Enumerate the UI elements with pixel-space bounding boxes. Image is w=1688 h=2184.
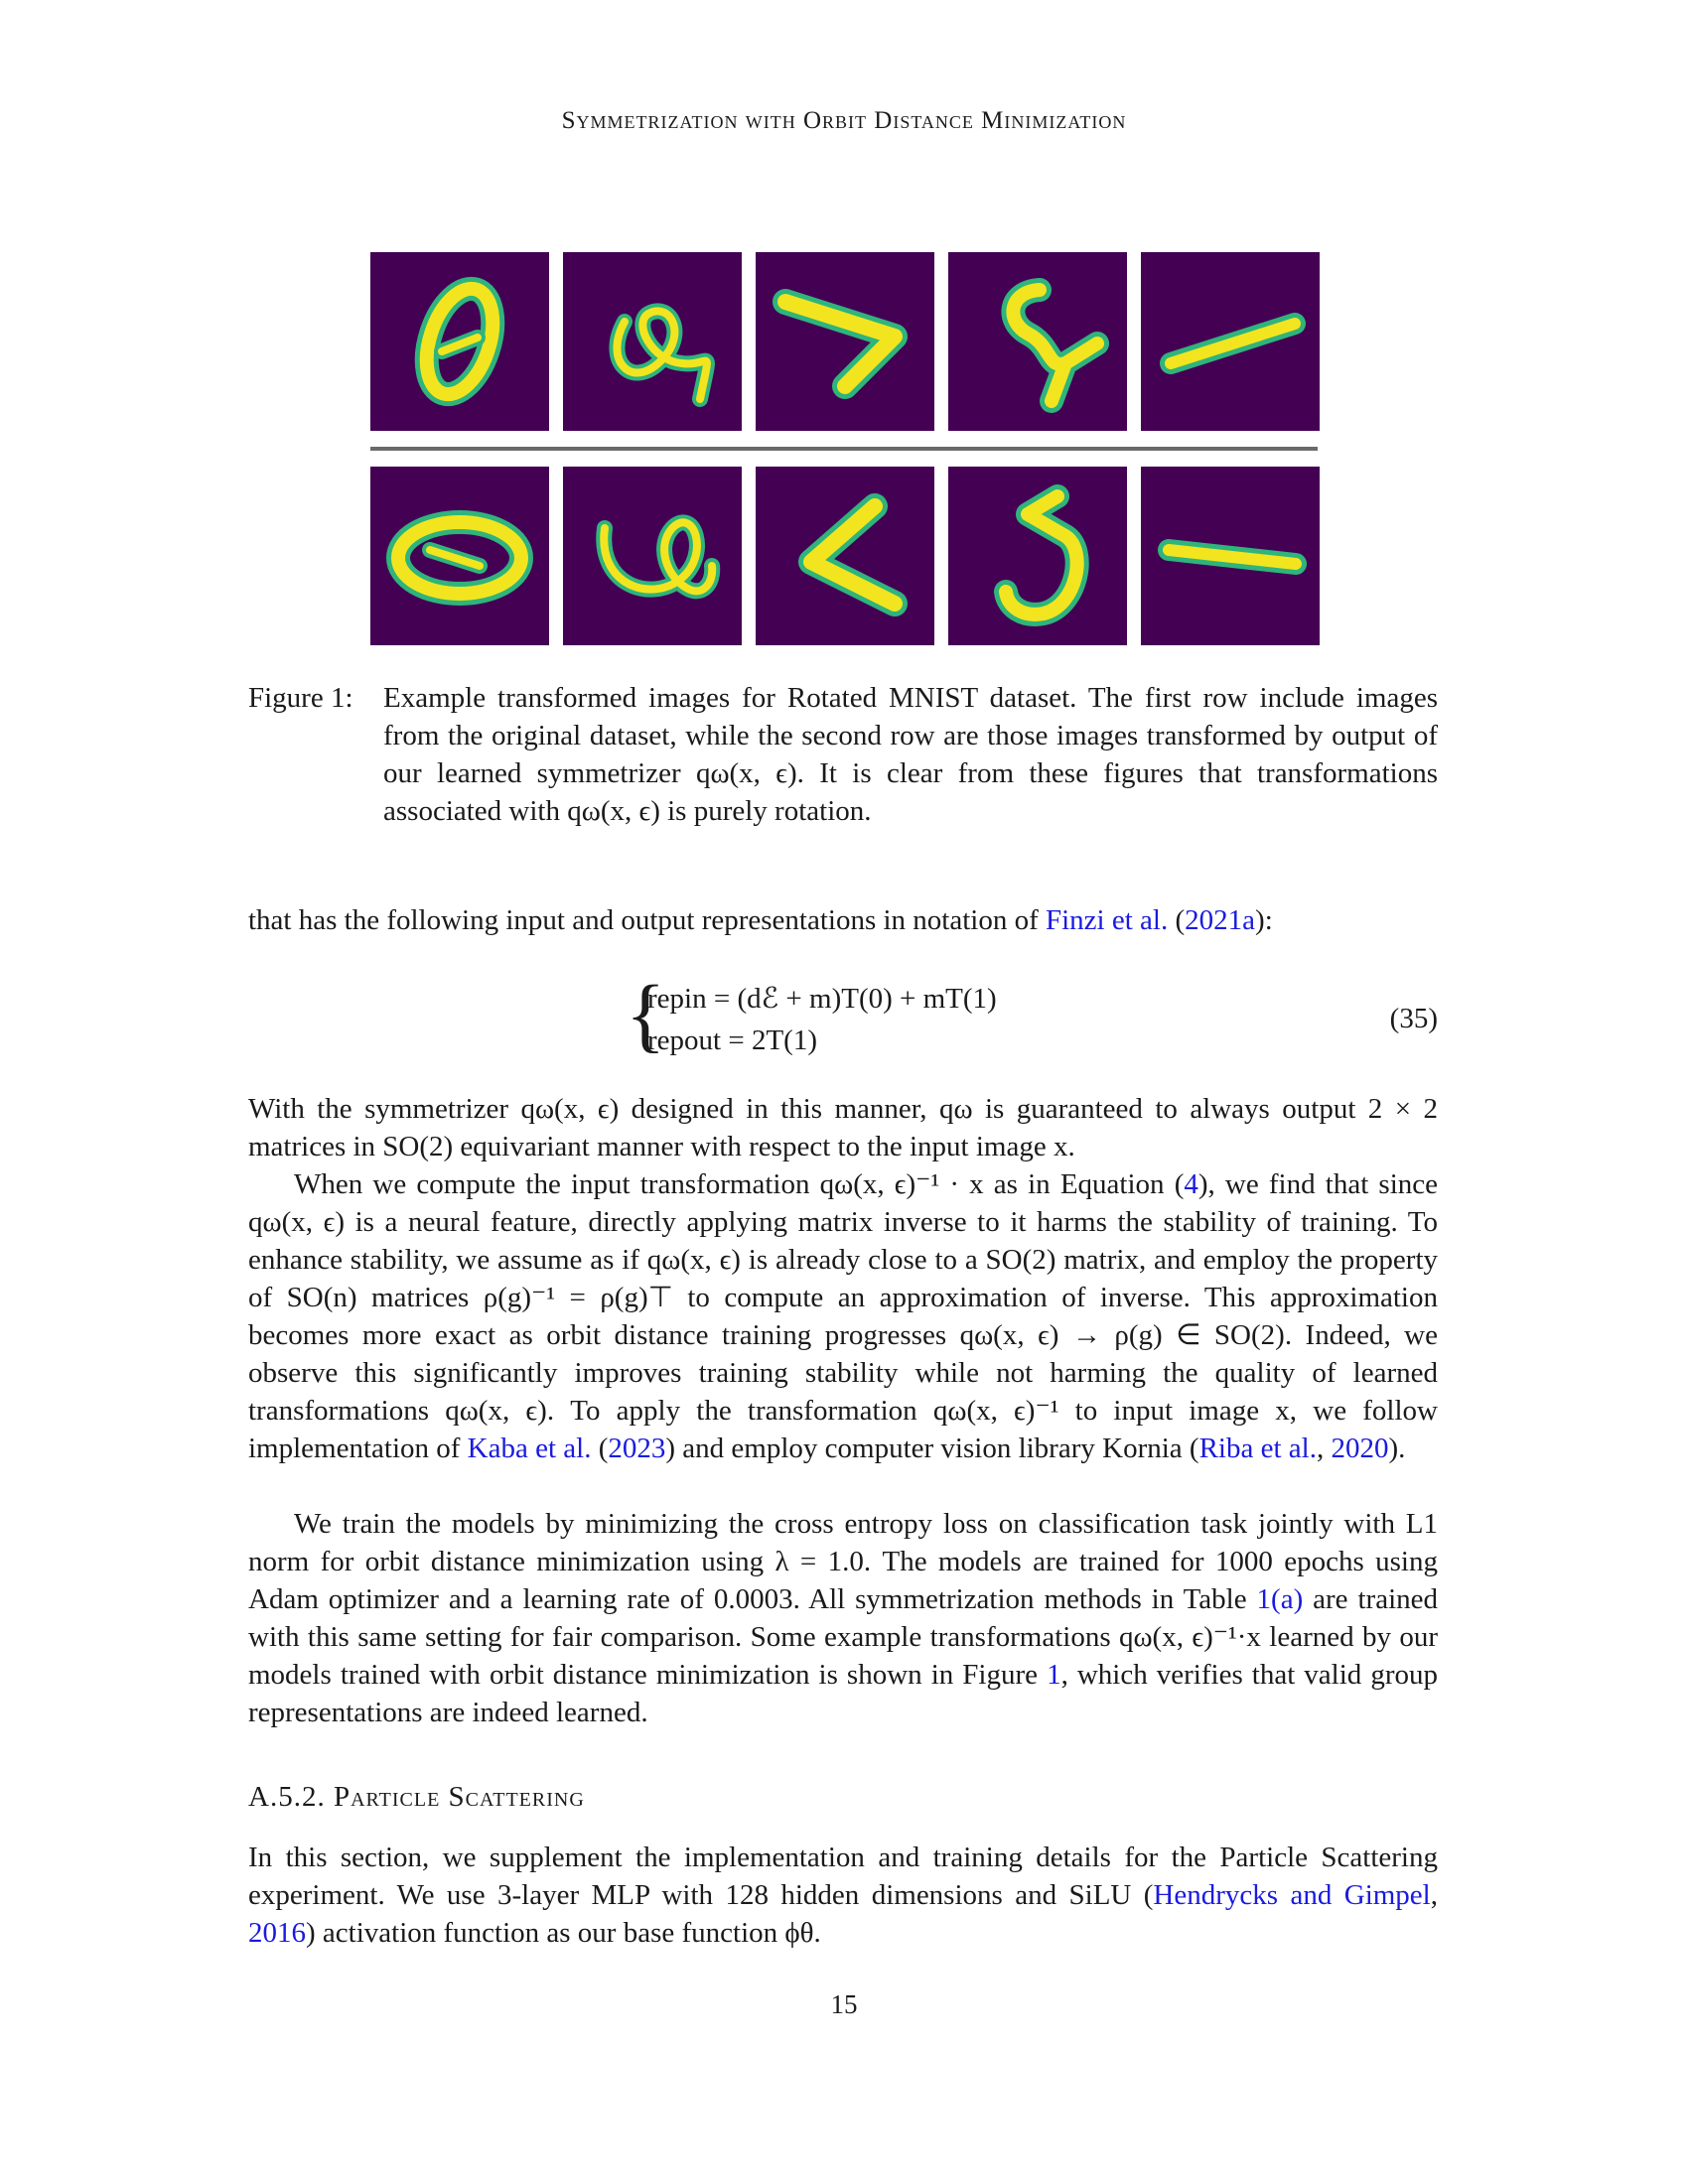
paragraph-symmetrizer: With the symmetrizer qω(x, ϵ) designed in this manner, qω is guaranteed to always output 2 × 2 matrices in SO(2) equivariant manner with respect to the input image x.	[248, 1093, 1438, 1162]
citation-year-link-kaba[interactable]: 2023	[608, 1433, 666, 1464]
figure-ref-link[interactable]: 1	[1047, 1659, 1061, 1691]
mnist-tile-digit-0	[370, 252, 549, 431]
mnist-tile-digit-9	[563, 252, 742, 431]
text-span: that has the following input and output representations in notation of	[248, 904, 1046, 936]
equation-number: (35)	[1389, 1003, 1438, 1034]
figure-row-original	[370, 252, 1318, 431]
equation-35	[626, 969, 1438, 1066]
mnist-tile-digit-0-rotated	[370, 467, 549, 645]
mnist-tile-digit-9-rotated	[563, 467, 742, 645]
citation-year-link-riba[interactable]: 2020	[1331, 1433, 1389, 1464]
citation-link-kaba[interactable]: Kaba et al.	[467, 1433, 592, 1464]
citation-link-hendrycks[interactable]: Hendrycks and Gimpel	[1153, 1879, 1431, 1911]
text-span: ) and employ computer vision library Kornia (	[665, 1433, 1199, 1464]
section-heading: A.5.2. Particle Scattering	[248, 1781, 585, 1813]
citation-link-riba[interactable]: Riba et al.	[1198, 1433, 1317, 1464]
equation-line-repout: repout = 2T(1)	[647, 1024, 817, 1056]
paragraph-inverse-approximation	[248, 1165, 1438, 1467]
text-span: are trained with this same setting for fair comparison. Some example transformations qω(x, ϵ)⁻¹·x learned by our models trained with orbit distance minimization is shown in Figure	[248, 1583, 1438, 1691]
citation-year-link-finzi[interactable]: 2021a	[1185, 904, 1256, 936]
figure-row-transformed	[370, 467, 1318, 645]
text-span: ):	[1255, 904, 1273, 936]
text-span: In this section, we supplement the implementation and training details for the Particle Scattering experiment. We use 3-layer MLP with 128 hidden dimensions and SiLU (	[248, 1842, 1438, 1911]
text-span: ,	[1430, 1879, 1438, 1911]
figure-row-divider	[370, 447, 1318, 451]
text-span: ).	[1388, 1433, 1406, 1464]
equation-ref-link[interactable]: 4	[1184, 1168, 1198, 1200]
table-ref-link[interactable]: 1(a)	[1256, 1583, 1304, 1615]
figure-1	[370, 252, 1318, 645]
mnist-tile-digit-5-rotated	[948, 467, 1127, 645]
caption-label: Figure 1:	[248, 682, 353, 714]
running-title: Symmetrization with Orbit Distance Minimization	[561, 107, 1127, 134]
text-span: We train the models by minimizing the cross entropy loss on classification task jointly with L1 norm for orbit distance minimization using λ = 1.0. The models are trained for 1000 epochs using Adam optimizer and a learning rate of 0.0003. All symmetrization methods in Table	[248, 1508, 1438, 1615]
figure-caption	[248, 679, 1438, 830]
text-span: (	[1168, 904, 1186, 936]
text-span: ,	[1316, 1433, 1332, 1464]
caption-text: Example transformed images for Rotated MNIST dataset. The first row include images from the original dataset, while the second row are those images transformed by output of our learned symmetrizer qω(x, ϵ). It is clear from these figures that transformations associated with qω(x, ϵ) is purely rotation.	[383, 682, 1438, 827]
text-span: ), we find that since qω(x, ϵ) is a neural feature, directly applying matrix inverse to it harms the stability of training. To enhance stability, we assume as if qω(x, ϵ) is already close to a SO(2) matrix, and employ the property of SO(n) matrices ρ(g)⁻¹ = ρ(g)⊤ to compute an approximation of inverse. This approximation becomes more exact as orbit distance training progresses qω(x, ϵ) → ρ(g) ∈ SO(2). Indeed, we observe this significantly improves training stability while not harming the quality of learned transformations qω(x, ϵ). To apply the transformation qω(x, ϵ)⁻¹ to input image x, we follow implementation of	[248, 1168, 1438, 1464]
page-number: 15	[830, 1989, 858, 2019]
mnist-tile-digit-1-rotated	[1141, 467, 1320, 645]
text-span: (	[591, 1433, 609, 1464]
paragraph-representations-intro	[248, 901, 1438, 939]
mnist-tile-digit-1	[1141, 252, 1320, 431]
text-span: When we compute the input transformation qω(x, ϵ)⁻¹ · x as in Equation (	[294, 1168, 1185, 1200]
text-span: ) activation function as our base function ϕθ.	[306, 1917, 821, 1949]
paragraph-particle-scattering	[248, 1839, 1438, 1952]
citation-year-link-hendrycks[interactable]: 2016	[248, 1917, 306, 1949]
citation-link-finzi[interactable]: Finzi et al.	[1046, 904, 1169, 936]
equation-line-repin: repin = (dℰ + m)T(0) + mT(1)	[647, 983, 997, 1015]
text-span: , which verifies that valid group representations are indeed learned.	[248, 1659, 1438, 1728]
mnist-tile-digit-5	[948, 252, 1127, 431]
paragraph-training-setup	[248, 1505, 1438, 1731]
mnist-tile-digit-7-rotated	[756, 467, 934, 645]
equation-brace: {	[626, 969, 666, 1061]
mnist-tile-digit-7	[756, 252, 934, 431]
